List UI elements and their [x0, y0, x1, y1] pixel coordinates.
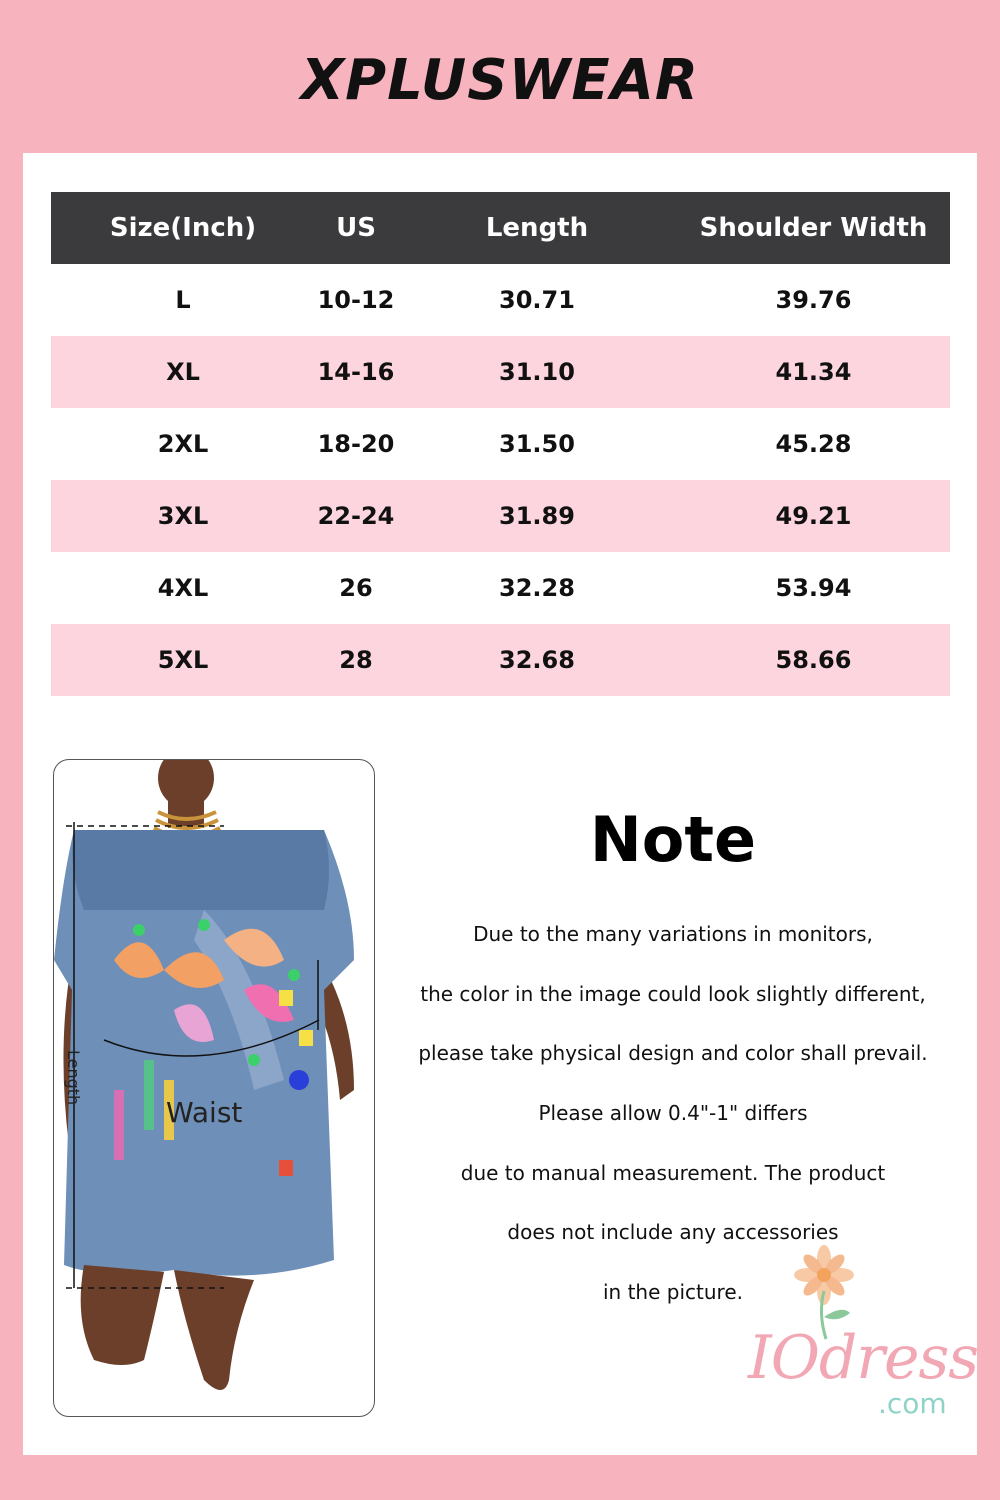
table-header-row: [51, 192, 950, 264]
table-row: [51, 408, 950, 480]
cell-us: 28: [315, 624, 397, 696]
table-row: [51, 552, 950, 624]
cell-size: 3XL: [51, 480, 315, 552]
cell-us: 26: [339, 574, 373, 602]
watermark-domain: .com: [878, 1387, 947, 1420]
cell-us: 22-24: [315, 480, 397, 552]
cell-size: 2XL: [157, 430, 209, 458]
cell-shoulder: 53.94: [775, 574, 852, 602]
model-illustration: [54, 760, 374, 1416]
cell-length: 32.68: [397, 624, 677, 696]
model-leg-left: [81, 1265, 164, 1365]
cell-us: 14-16: [315, 336, 397, 408]
table-row: [51, 336, 950, 408]
header-shoulder-width: Shoulder Width: [677, 192, 950, 264]
table-row: [51, 480, 950, 552]
cell-length: 31.89: [397, 480, 677, 552]
cell-size: L: [175, 286, 191, 314]
header-size: Size(Inch): [51, 192, 315, 264]
length-label: Length: [64, 1050, 83, 1106]
cell-length: 31.10: [397, 336, 677, 408]
brand-logo: XPLUSWEAR: [300, 48, 700, 113]
watermark-name: IOdress: [748, 1323, 979, 1393]
size-chart-card: [23, 153, 977, 1455]
table-row: [51, 264, 950, 336]
cell-length: 31.50: [499, 430, 575, 458]
watermark-logo: [738, 1243, 979, 1423]
cell-size: 5XL: [51, 624, 315, 696]
note-line: Please allow 0.4"-1" differs: [538, 1101, 808, 1126]
cell-shoulder: 39.76: [775, 286, 852, 314]
size-table: [51, 192, 950, 696]
model-neck: [168, 800, 204, 828]
note-line: the color in the image could look slightly different,: [420, 981, 926, 1006]
cell-shoulder: 58.66: [677, 624, 950, 696]
table-row: [51, 624, 950, 696]
cell-us: 18-20: [317, 430, 395, 458]
product-photo: [53, 759, 375, 1417]
header-length: Length: [397, 192, 677, 264]
waist-label: Waist: [166, 1096, 243, 1129]
note-line: does not include any accessories: [507, 1220, 839, 1245]
note-line: in the picture.: [603, 1280, 743, 1305]
header-us: US: [315, 192, 397, 264]
cell-shoulder: 49.21: [677, 480, 950, 552]
cell-length: 32.28: [499, 574, 575, 602]
note-line: Due to the many variations in monitors,: [473, 922, 873, 946]
cell-shoulder: 41.34: [677, 336, 950, 408]
cell-shoulder: 45.28: [775, 430, 852, 458]
note-line: due to manual measurement. The product: [460, 1160, 886, 1185]
note-line: please take physical design and color shall prevail.: [418, 1041, 928, 1066]
cell-size: XL: [51, 336, 315, 408]
note-title: Note: [589, 803, 757, 876]
cell-length: 30.71: [499, 286, 575, 314]
cell-us: 10-12: [317, 286, 395, 314]
cell-size: 4XL: [157, 574, 209, 602]
